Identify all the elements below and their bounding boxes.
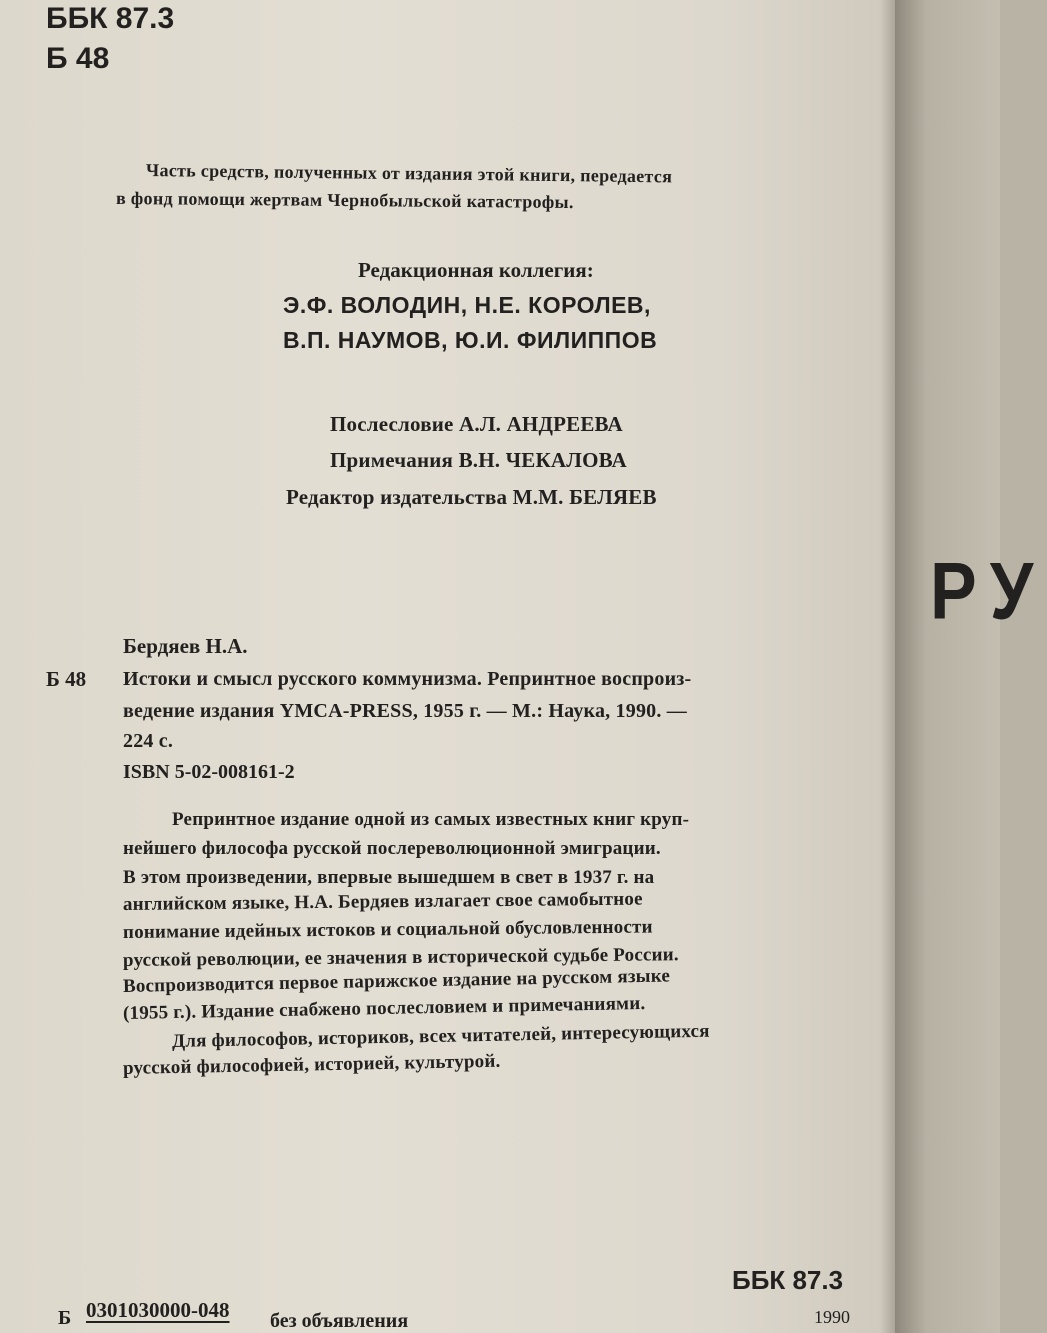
annotation-line: Для философов, историков, всех читателей, интересующихся (171, 1020, 710, 1052)
bbk-code-top: ББК 87.3 (46, 2, 175, 35)
annotation-line: понимание идейных истоков и социальной обусловленности (122, 916, 653, 943)
catalog-code: 0301030000-048 (86, 1298, 230, 1322)
editor-credit: Редактор издательства М.М. БЕЛЯЕВ (286, 485, 657, 509)
author-heading: Бердяев Н.А. (123, 634, 248, 658)
chernobyl-notice-line-1: Часть средств, полученных от издания этой книги, передается (145, 160, 673, 187)
editorial-board-names-1: Э.Ф. ВОЛОДИН, Н.Е. КОРОЛЕВ, (283, 292, 651, 318)
bibliographic-line-2: ведение издания YMCA-PRESS, 1955 г. — М.: Наука, 1990. — (123, 700, 687, 722)
editorial-board-label: Редакционная коллегия: (358, 258, 594, 282)
author-index-top: Б 48 (46, 42, 110, 75)
afterword-credit: Послесловие А.Л. АНДРЕЕВА (330, 412, 623, 436)
no-ads-label: без объявления (270, 1310, 409, 1332)
page-edge-shadow (880, 0, 895, 1333)
annotation-line: Воспроизводится первое парижское издание на русском языке (122, 965, 671, 997)
annotation-line: В этом произведении, впервые вышедшем в свет в 1937 г. на (123, 867, 655, 888)
editorial-board-names-2: В.П. НАУМОВ, Ю.И. ФИЛИППОВ (283, 327, 658, 353)
bbk-code-bottom: ББК 87.3 (732, 1265, 844, 1295)
catalog-letter: Б (58, 1307, 72, 1329)
annotation-line: (1955 г.). Издание снабжено послесловием и примечаниями. (122, 992, 646, 1024)
annotation-line: английском языке, Н.А. Бердяев излагает свое самобытное (122, 888, 643, 915)
adjacent-page-text: РУ (930, 546, 1047, 636)
chernobyl-notice-line-2: в фонд помощи жертвам Чернобыльской катастрофы. (115, 188, 574, 212)
annotation-line: Репринтное издание одной из самых известных книг круп- (172, 809, 690, 830)
adjacent-page (895, 0, 1000, 1333)
author-index: Б 48 (46, 667, 87, 691)
isbn: ISBN 5-02-008161-2 (123, 761, 295, 783)
bibliographic-line-1: Истоки и смысл русского коммунизма. Репринтное воспроиз- (123, 668, 692, 690)
annotation-line: русской революции, ее значения в исторической судьбе России. (122, 944, 679, 971)
notes-credit: Примечания В.Н. ЧЕКАЛОВА (330, 448, 627, 472)
bibliographic-line-3: 224 с. (123, 730, 174, 752)
year-fragment: 1990 (814, 1307, 850, 1327)
annotation-line: нейшего философа русской послереволюционной эмиграции. (123, 838, 661, 859)
annotation-line: русской философией, историей, культурой. (122, 1050, 501, 1079)
